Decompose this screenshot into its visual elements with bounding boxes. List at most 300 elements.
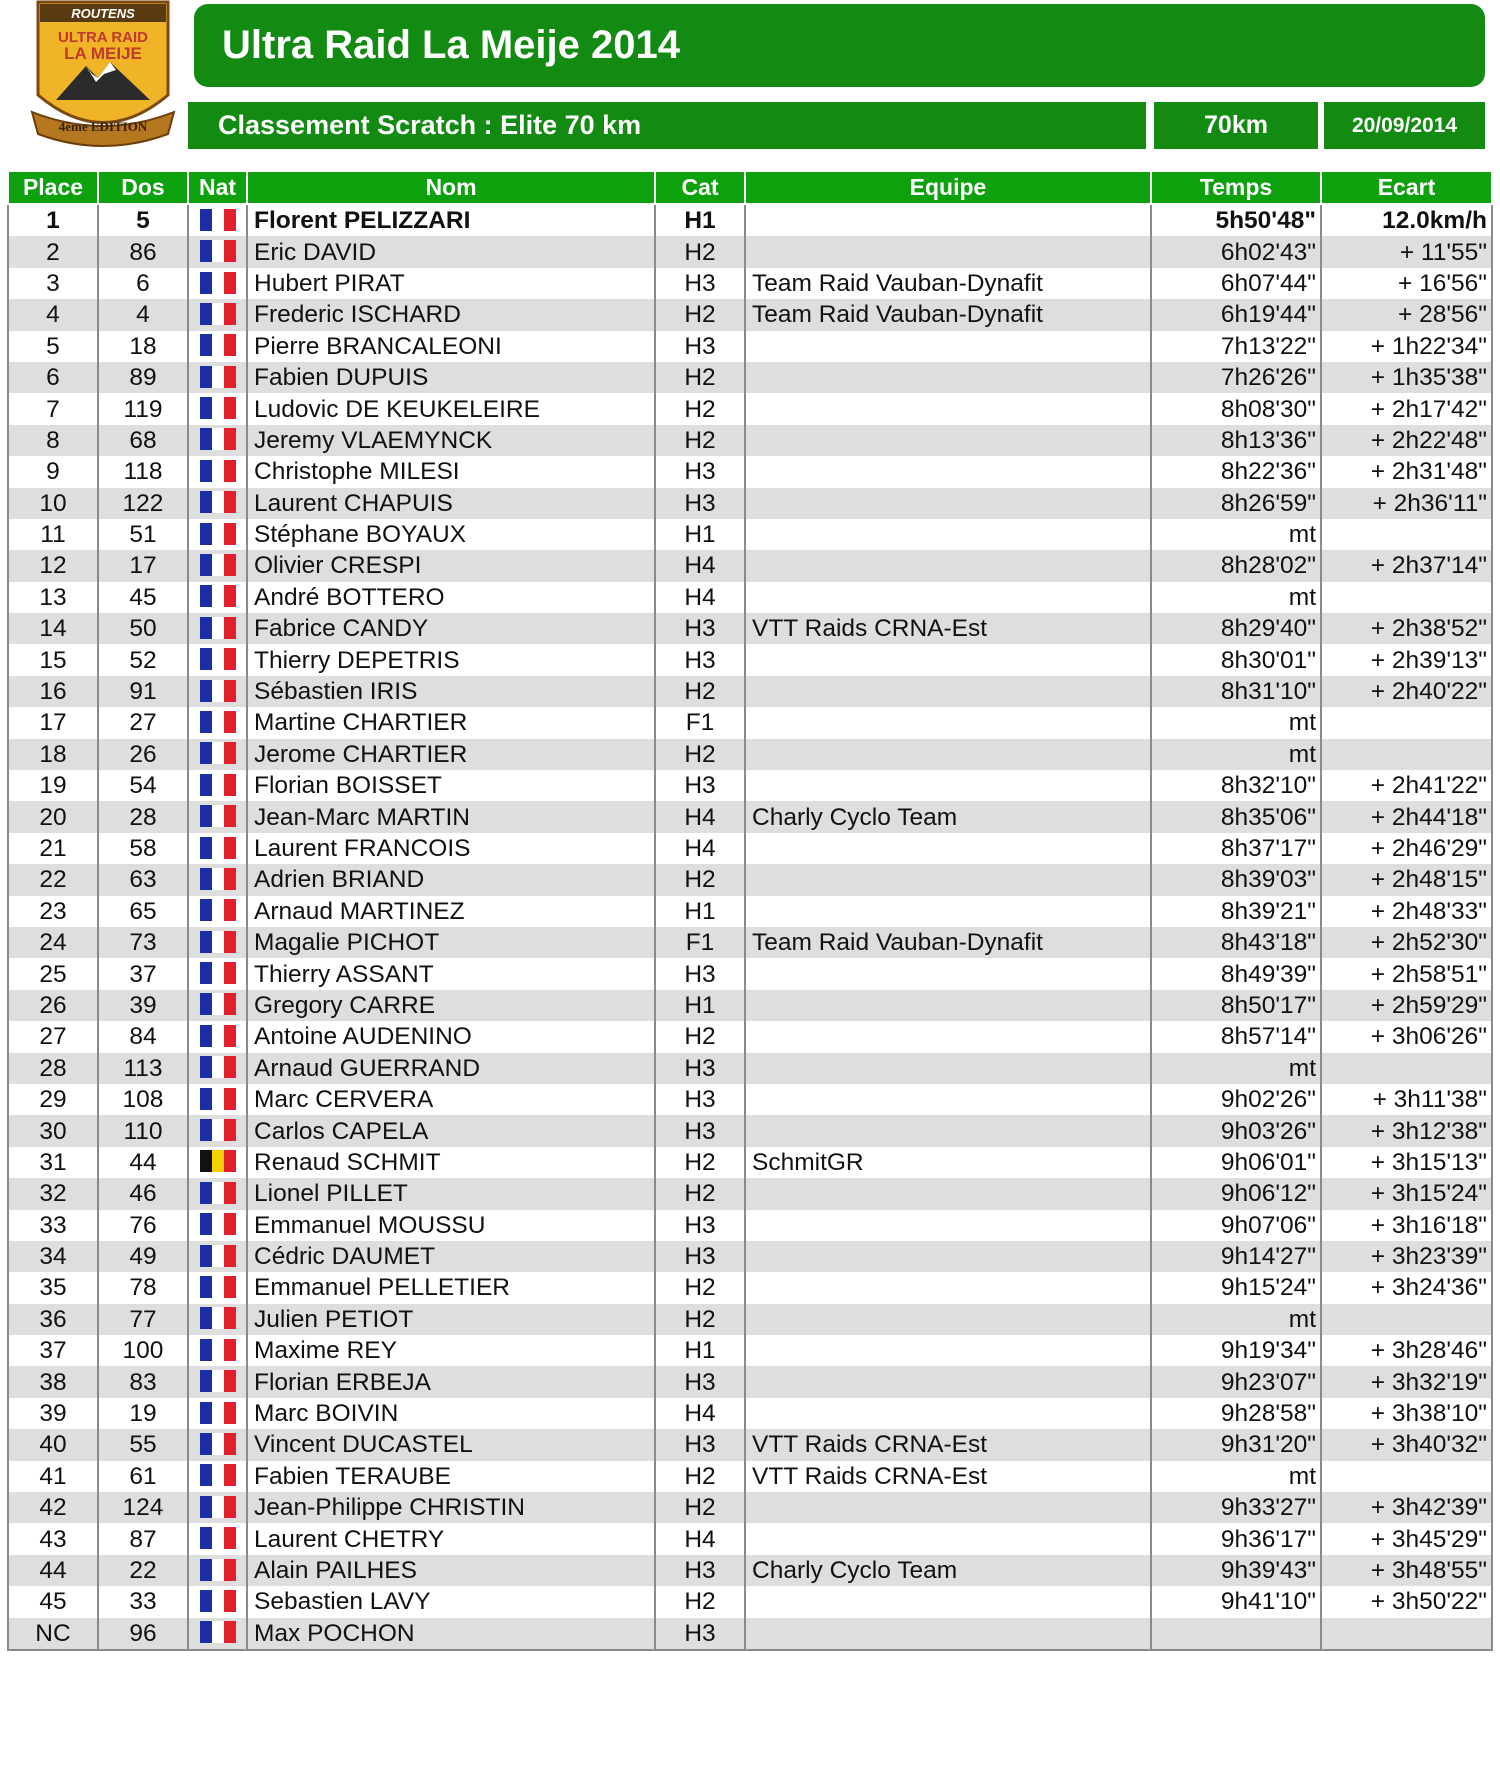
table-row xyxy=(8,1178,1492,1209)
place-cell: NC xyxy=(8,1618,98,1650)
time-cell: 9h07'06" xyxy=(1151,1210,1321,1241)
nationality-cell xyxy=(188,331,247,362)
table-row xyxy=(8,1021,1492,1052)
flag-fr-icon xyxy=(200,209,236,231)
table-row xyxy=(8,739,1492,770)
bib-cell: 33 xyxy=(98,1586,188,1617)
flag-fr-icon xyxy=(200,1402,236,1424)
time-cell: 8h26'59" xyxy=(1151,488,1321,519)
name-cell: Arnaud GUERRAND xyxy=(247,1053,655,1084)
bib-cell: 19 xyxy=(98,1398,188,1429)
gap-cell: + 2h22'48" xyxy=(1321,425,1492,456)
table-row xyxy=(8,833,1492,864)
team-cell xyxy=(745,958,1151,989)
table-row xyxy=(8,1115,1492,1146)
place-cell: 29 xyxy=(8,1084,98,1115)
team-cell xyxy=(745,331,1151,362)
category-cell: H1 xyxy=(655,896,745,927)
table-header-row xyxy=(8,171,1492,204)
time-cell: 8h43'18" xyxy=(1151,927,1321,958)
time-cell: 8h50'17" xyxy=(1151,990,1321,1021)
team-cell xyxy=(745,707,1151,738)
team-cell: Team Raid Vauban-Dynafit xyxy=(745,299,1151,330)
time-cell: 8h49'39" xyxy=(1151,958,1321,989)
category-cell: H3 xyxy=(655,1053,745,1084)
time-cell: 5h50'48" xyxy=(1151,204,1321,236)
table-row xyxy=(8,550,1492,581)
place-cell: 2 xyxy=(8,236,98,267)
name-cell: Eric DAVID xyxy=(247,236,655,267)
name-cell: Christophe MILESI xyxy=(247,456,655,487)
category-cell: H3 xyxy=(655,1115,745,1146)
category-cell: H3 xyxy=(655,488,745,519)
svg-text:ULTRA RAID: ULTRA RAID xyxy=(58,29,148,46)
nationality-cell xyxy=(188,613,247,644)
nationality-cell xyxy=(188,425,247,456)
place-cell: 10 xyxy=(8,488,98,519)
table-row xyxy=(8,582,1492,613)
team-cell xyxy=(745,833,1151,864)
gap-cell: + 3h23'39" xyxy=(1321,1241,1492,1272)
place-cell: 6 xyxy=(8,362,98,393)
nationality-cell xyxy=(188,1304,247,1335)
team-cell: Team Raid Vauban-Dynafit xyxy=(745,268,1151,299)
gap-cell: + 3h42'39" xyxy=(1321,1492,1492,1523)
results-body xyxy=(8,204,1492,1650)
place-cell: 22 xyxy=(8,864,98,895)
team-cell xyxy=(745,1618,1151,1650)
table-row xyxy=(8,1335,1492,1366)
bib-cell: 18 xyxy=(98,331,188,362)
gap-cell xyxy=(1321,739,1492,770)
gap-cell: + 2h38'52" xyxy=(1321,613,1492,644)
nationality-cell xyxy=(188,519,247,550)
time-cell: 8h13'36" xyxy=(1151,425,1321,456)
table-row xyxy=(8,801,1492,832)
time-cell: mt xyxy=(1151,519,1321,550)
flag-fr-icon xyxy=(200,397,236,419)
time-cell: 8h29'40" xyxy=(1151,613,1321,644)
team-cell xyxy=(745,488,1151,519)
gap-cell: + 2h41'22" xyxy=(1321,770,1492,801)
table-row xyxy=(8,990,1492,1021)
category-cell: F1 xyxy=(655,707,745,738)
flag-fr-icon xyxy=(200,1433,236,1455)
time-cell: 9h31'20" xyxy=(1151,1429,1321,1460)
table-row xyxy=(8,1272,1492,1303)
bib-cell: 45 xyxy=(98,582,188,613)
event-logo xyxy=(28,0,178,154)
place-cell: 26 xyxy=(8,990,98,1021)
gap-cell: 12.0km/h xyxy=(1321,204,1492,236)
table-row xyxy=(8,613,1492,644)
category-cell: H2 xyxy=(655,1178,745,1209)
time-cell: 8h39'03" xyxy=(1151,864,1321,895)
bib-cell: 91 xyxy=(98,676,188,707)
flag-fr-icon xyxy=(200,240,236,262)
name-cell: Thierry DEPETRIS xyxy=(247,644,655,675)
table-row xyxy=(8,1241,1492,1272)
team-cell xyxy=(745,362,1151,393)
name-cell: Emmanuel PELLETIER xyxy=(247,1272,655,1303)
time-cell: 9h23'07" xyxy=(1151,1366,1321,1397)
place-cell: 36 xyxy=(8,1304,98,1335)
gap-cell: + 3h48'55" xyxy=(1321,1555,1492,1586)
name-cell: Stéphane BOYAUX xyxy=(247,519,655,550)
nationality-cell xyxy=(188,1523,247,1554)
table-row xyxy=(8,927,1492,958)
bib-cell: 65 xyxy=(98,896,188,927)
place-cell: 37 xyxy=(8,1335,98,1366)
category-cell: H2 xyxy=(655,393,745,424)
place-cell: 9 xyxy=(8,456,98,487)
time-cell: 7h13'22" xyxy=(1151,331,1321,362)
team-cell xyxy=(745,519,1151,550)
category-cell: H3 xyxy=(655,331,745,362)
name-cell: Pierre BRANCALEONI xyxy=(247,331,655,362)
team-cell: VTT Raids CRNA-Est xyxy=(745,1461,1151,1492)
team-cell xyxy=(745,1272,1151,1303)
time-cell: 9h39'43" xyxy=(1151,1555,1321,1586)
flag-fr-icon xyxy=(200,1307,236,1329)
category-cell: H4 xyxy=(655,550,745,581)
column-header-nom: Nom xyxy=(247,171,655,204)
time-cell: 9h03'26" xyxy=(1151,1115,1321,1146)
place-cell: 31 xyxy=(8,1147,98,1178)
bib-cell: 4 xyxy=(98,299,188,330)
category-cell: H3 xyxy=(655,1366,745,1397)
name-cell: Ludovic DE KEUKELEIRE xyxy=(247,393,655,424)
team-cell xyxy=(745,770,1151,801)
time-cell: 8h32'10" xyxy=(1151,770,1321,801)
category-cell: H2 xyxy=(655,425,745,456)
bib-cell: 73 xyxy=(98,927,188,958)
category-cell: H1 xyxy=(655,204,745,236)
place-cell: 32 xyxy=(8,1178,98,1209)
place-cell: 34 xyxy=(8,1241,98,1272)
name-cell: Jerome CHARTIER xyxy=(247,739,655,770)
gap-cell xyxy=(1321,519,1492,550)
gap-cell: + 3h40'32" xyxy=(1321,1429,1492,1460)
flag-fr-icon xyxy=(200,1464,236,1486)
team-cell xyxy=(745,1178,1151,1209)
gap-cell xyxy=(1321,1304,1492,1335)
category-cell: H2 xyxy=(655,676,745,707)
time-cell: 9h33'27" xyxy=(1151,1492,1321,1523)
time-cell: 8h31'10" xyxy=(1151,676,1321,707)
gap-cell: + 3h06'26" xyxy=(1321,1021,1492,1052)
gap-cell: + 2h48'15" xyxy=(1321,864,1492,895)
name-cell: Adrien BRIAND xyxy=(247,864,655,895)
table-row xyxy=(8,864,1492,895)
bib-cell: 122 xyxy=(98,488,188,519)
table-row xyxy=(8,1304,1492,1335)
name-cell: Hubert PIRAT xyxy=(247,268,655,299)
category-cell: H2 xyxy=(655,1304,745,1335)
time-cell: 8h08'30" xyxy=(1151,393,1321,424)
bib-cell: 87 xyxy=(98,1523,188,1554)
gap-cell: + 3h32'19" xyxy=(1321,1366,1492,1397)
gap-cell: + 2h52'30" xyxy=(1321,927,1492,958)
bib-cell: 84 xyxy=(98,1021,188,1052)
column-header-ecart: Ecart xyxy=(1321,171,1492,204)
place-cell: 30 xyxy=(8,1115,98,1146)
time-cell: 9h41'10" xyxy=(1151,1586,1321,1617)
nationality-cell xyxy=(188,1147,247,1178)
team-cell xyxy=(745,1241,1151,1272)
team-cell: VTT Raids CRNA-Est xyxy=(745,613,1151,644)
category-cell: H4 xyxy=(655,1523,745,1554)
team-cell xyxy=(745,1115,1151,1146)
team-cell: VTT Raids CRNA-Est xyxy=(745,1429,1151,1460)
table-row xyxy=(8,1366,1492,1397)
category-cell: H3 xyxy=(655,456,745,487)
flag-fr-icon xyxy=(200,742,236,764)
flag-fr-icon xyxy=(200,1245,236,1267)
nationality-cell xyxy=(188,204,247,236)
gap-cell: + 3h15'13" xyxy=(1321,1147,1492,1178)
name-cell: Max POCHON xyxy=(247,1618,655,1650)
bib-cell: 55 xyxy=(98,1429,188,1460)
place-cell: 20 xyxy=(8,801,98,832)
page-title: Ultra Raid La Meije 2014 xyxy=(194,4,1485,87)
time-cell: 9h19'34" xyxy=(1151,1335,1321,1366)
category-cell: H3 xyxy=(655,770,745,801)
flag-fr-icon xyxy=(200,1559,236,1581)
table-row xyxy=(8,896,1492,927)
nationality-cell xyxy=(188,1021,247,1052)
nationality-cell xyxy=(188,268,247,299)
table-row xyxy=(8,331,1492,362)
name-cell: Lionel PILLET xyxy=(247,1178,655,1209)
bib-cell: 96 xyxy=(98,1618,188,1650)
bib-cell: 51 xyxy=(98,519,188,550)
bib-cell: 108 xyxy=(98,1084,188,1115)
nationality-cell xyxy=(188,1492,247,1523)
name-cell: Olivier CRESPI xyxy=(247,550,655,581)
place-cell: 21 xyxy=(8,833,98,864)
table-row xyxy=(8,1586,1492,1617)
flag-fr-icon xyxy=(200,1213,236,1235)
name-cell: Marc BOIVIN xyxy=(247,1398,655,1429)
bib-cell: 27 xyxy=(98,707,188,738)
flag-fr-icon xyxy=(200,711,236,733)
time-cell: 9h02'26" xyxy=(1151,1084,1321,1115)
nationality-cell xyxy=(188,1053,247,1084)
nationality-cell xyxy=(188,707,247,738)
bib-cell: 44 xyxy=(98,1147,188,1178)
bib-cell: 124 xyxy=(98,1492,188,1523)
column-header-nat: Nat xyxy=(188,171,247,204)
place-cell: 42 xyxy=(8,1492,98,1523)
team-cell: Charly Cyclo Team xyxy=(745,801,1151,832)
gap-cell: + 2h36'11" xyxy=(1321,488,1492,519)
flag-fr-icon xyxy=(200,1276,236,1298)
time-cell: 9h36'17" xyxy=(1151,1523,1321,1554)
place-cell: 4 xyxy=(8,299,98,330)
name-cell: Florian BOISSET xyxy=(247,770,655,801)
category-cell: H1 xyxy=(655,519,745,550)
flag-fr-icon xyxy=(200,993,236,1015)
name-cell: Martine CHARTIER xyxy=(247,707,655,738)
time-cell: 8h22'36" xyxy=(1151,456,1321,487)
time-cell: 6h07'44" xyxy=(1151,268,1321,299)
time-cell: 8h57'14" xyxy=(1151,1021,1321,1052)
gap-cell xyxy=(1321,1053,1492,1084)
place-cell: 7 xyxy=(8,393,98,424)
bib-cell: 50 xyxy=(98,613,188,644)
nationality-cell xyxy=(188,1084,247,1115)
category-cell: H3 xyxy=(655,644,745,675)
nationality-cell xyxy=(188,488,247,519)
flag-fr-icon xyxy=(200,1621,236,1643)
gap-cell: + 3h12'38" xyxy=(1321,1115,1492,1146)
table-row xyxy=(8,958,1492,989)
time-cell: mt xyxy=(1151,582,1321,613)
nationality-cell xyxy=(188,1366,247,1397)
name-cell: Fabien TERAUBE xyxy=(247,1461,655,1492)
table-row xyxy=(8,1398,1492,1429)
flag-fr-icon xyxy=(200,1527,236,1549)
results-table xyxy=(7,170,1493,1651)
category-cell: H2 xyxy=(655,1272,745,1303)
table-row xyxy=(8,1492,1492,1523)
name-cell: Fabrice CANDY xyxy=(247,613,655,644)
place-cell: 14 xyxy=(8,613,98,644)
flag-fr-icon xyxy=(200,1056,236,1078)
category-cell: H3 xyxy=(655,1618,745,1650)
flag-fr-icon xyxy=(200,585,236,607)
nationality-cell xyxy=(188,644,247,675)
name-cell: Florian ERBEJA xyxy=(247,1366,655,1397)
category-cell: H2 xyxy=(655,362,745,393)
classement-label: Classement Scratch : Elite 70 km xyxy=(188,102,1146,149)
place-cell: 38 xyxy=(8,1366,98,1397)
table-row xyxy=(8,204,1492,236)
nationality-cell xyxy=(188,236,247,267)
nationality-cell xyxy=(188,362,247,393)
name-cell: Alain PAILHES xyxy=(247,1555,655,1586)
flag-fr-icon xyxy=(200,272,236,294)
category-cell: H3 xyxy=(655,268,745,299)
table-row xyxy=(8,1210,1492,1241)
team-cell xyxy=(745,1335,1151,1366)
name-cell: Julien PETIOT xyxy=(247,1304,655,1335)
time-cell: mt xyxy=(1151,1304,1321,1335)
table-row xyxy=(8,268,1492,299)
bib-cell: 86 xyxy=(98,236,188,267)
name-cell: Magalie PICHOT xyxy=(247,927,655,958)
time-cell: 8h30'01" xyxy=(1151,644,1321,675)
category-cell: H3 xyxy=(655,1429,745,1460)
nationality-cell xyxy=(188,582,247,613)
name-cell: Laurent CHETRY xyxy=(247,1523,655,1554)
team-cell xyxy=(745,1492,1151,1523)
time-cell: 7h26'26" xyxy=(1151,362,1321,393)
time-cell: 6h02'43" xyxy=(1151,236,1321,267)
name-cell: Vincent DUCASTEL xyxy=(247,1429,655,1460)
time-cell: 8h35'06" xyxy=(1151,801,1321,832)
place-cell: 43 xyxy=(8,1523,98,1554)
column-header-place: Place xyxy=(8,171,98,204)
category-cell: H2 xyxy=(655,1021,745,1052)
bib-cell: 78 xyxy=(98,1272,188,1303)
bib-cell: 77 xyxy=(98,1304,188,1335)
table-row xyxy=(8,1618,1492,1650)
gap-cell: + 3h11'38" xyxy=(1321,1084,1492,1115)
name-cell: Fabien DUPUIS xyxy=(247,362,655,393)
name-cell: Florent PELIZZARI xyxy=(247,204,655,236)
gap-cell xyxy=(1321,582,1492,613)
svg-text:LA MEIJE: LA MEIJE xyxy=(64,44,142,63)
bib-cell: 68 xyxy=(98,425,188,456)
bib-cell: 58 xyxy=(98,833,188,864)
team-cell xyxy=(745,1398,1151,1429)
place-cell: 8 xyxy=(8,425,98,456)
name-cell: Jean-Philippe CHRISTIN xyxy=(247,1492,655,1523)
team-cell xyxy=(745,1366,1151,1397)
bib-cell: 118 xyxy=(98,456,188,487)
place-cell: 27 xyxy=(8,1021,98,1052)
category-cell: H2 xyxy=(655,1461,745,1492)
flag-fr-icon xyxy=(200,366,236,388)
flag-be-icon xyxy=(200,1150,236,1172)
nationality-cell xyxy=(188,739,247,770)
bib-cell: 26 xyxy=(98,739,188,770)
category-cell: H2 xyxy=(655,1492,745,1523)
nationality-cell xyxy=(188,1461,247,1492)
place-cell: 12 xyxy=(8,550,98,581)
category-cell: H2 xyxy=(655,739,745,770)
name-cell: Antoine AUDENINO xyxy=(247,1021,655,1052)
flag-fr-icon xyxy=(200,491,236,513)
name-cell: Frederic ISCHARD xyxy=(247,299,655,330)
category-cell: H4 xyxy=(655,582,745,613)
place-cell: 15 xyxy=(8,644,98,675)
team-cell xyxy=(745,739,1151,770)
nationality-cell xyxy=(188,896,247,927)
category-cell: H3 xyxy=(655,958,745,989)
name-cell: Laurent FRANCOIS xyxy=(247,833,655,864)
svg-text:4ème EDITION: 4ème EDITION xyxy=(58,119,148,134)
category-cell: H4 xyxy=(655,1398,745,1429)
bib-cell: 46 xyxy=(98,1178,188,1209)
time-cell: mt xyxy=(1151,1461,1321,1492)
flag-fr-icon xyxy=(200,460,236,482)
nationality-cell xyxy=(188,833,247,864)
bib-cell: 17 xyxy=(98,550,188,581)
time-cell: 9h15'24" xyxy=(1151,1272,1321,1303)
name-cell: Renaud SCHMIT xyxy=(247,1147,655,1178)
nationality-cell xyxy=(188,1272,247,1303)
gap-cell: + 2h40'22" xyxy=(1321,676,1492,707)
bib-cell: 5 xyxy=(98,204,188,236)
team-cell xyxy=(745,582,1151,613)
place-cell: 13 xyxy=(8,582,98,613)
place-cell: 16 xyxy=(8,676,98,707)
gap-cell xyxy=(1321,707,1492,738)
gap-cell: + 3h15'24" xyxy=(1321,1178,1492,1209)
table-row xyxy=(8,425,1492,456)
category-cell: H3 xyxy=(655,1241,745,1272)
nationality-cell xyxy=(188,864,247,895)
place-cell: 18 xyxy=(8,739,98,770)
category-cell: H3 xyxy=(655,1210,745,1241)
bib-cell: 89 xyxy=(98,362,188,393)
flag-fr-icon xyxy=(200,680,236,702)
bib-cell: 54 xyxy=(98,770,188,801)
time-cell: 9h28'58" xyxy=(1151,1398,1321,1429)
